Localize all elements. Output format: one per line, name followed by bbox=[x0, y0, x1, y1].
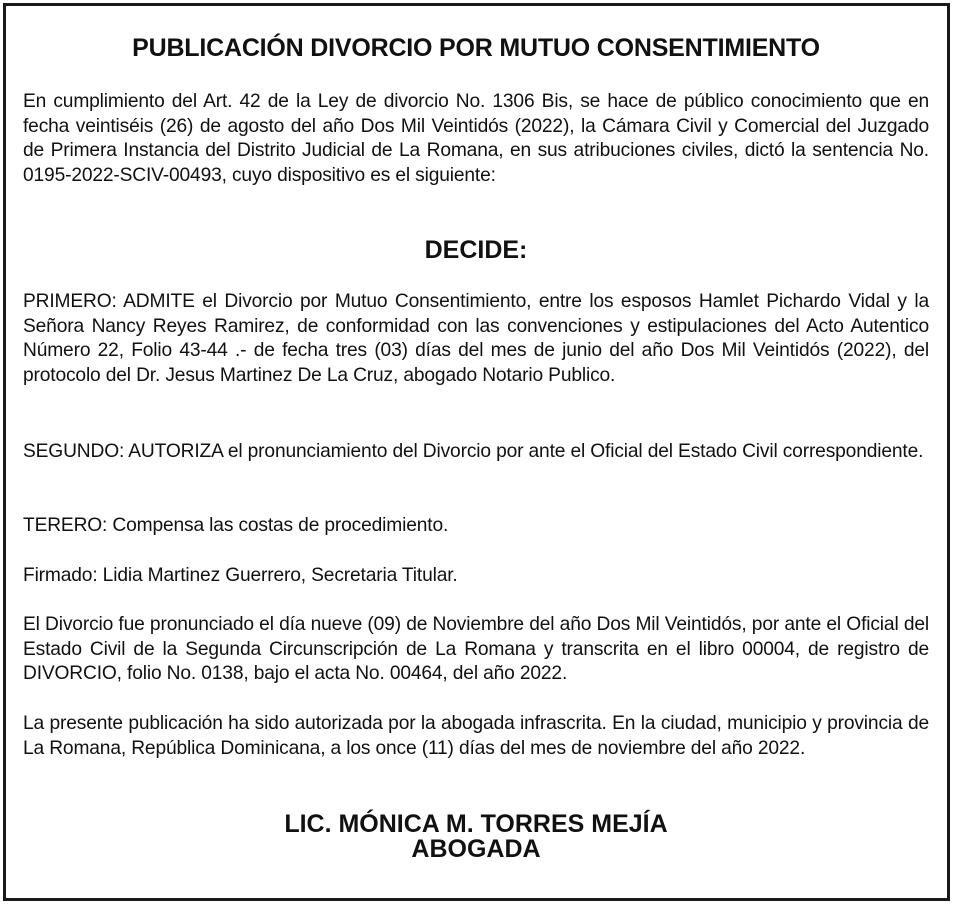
autorizacion-paragraph: La presente publicación ha sido autorizada por la abogada infrascrita. En la ciudad, municipio y provincia de La Romana, República Dominicana, a los once (11) días del mes de noviembre del año 2022. bbox=[23, 713, 929, 759]
notice-title: PUBLICACIÓN DIVORCIO POR MUTUO CONSENTIMIENTO bbox=[132, 34, 820, 62]
signer-title: ABOGADA bbox=[411, 835, 541, 863]
tercero-paragraph: TERERO: Compensa las costas de procedimiento. bbox=[23, 515, 449, 536]
intro-paragraph: En cumplimiento del Art. 42 de la Ley de divorcio No. 1306 Bis, se hace de público conocimiento que en fecha veintiséis (26) de agosto del año Dos Mil Veintidós (2022), la Cámara Civil y Comercial del Juzgado de Primera Instancia del Distrito Judicial de La Romana, en sus atribuciones civiles, dictó la sentencia No. 0195-2022-SCIV-00493, cuyo dispositivo es el siguiente: bbox=[23, 91, 929, 186]
signer-name: LIC. MÓNICA M. TORRES MEJÍA bbox=[284, 810, 668, 838]
primero-paragraph: PRIMERO: ADMITE el Divorcio por Mutuo Consentimiento, entre los esposos Hamlet Pichardo Vidal y la Señora Nancy Reyes Ramirez, de conformidad con las convenciones y estipulaciones del Acto Autentico Número 22, Folio 43-44 .- de fecha tres (03) días del mes de junio del año Dos Mil Veintidós (2022), del protocolo del Dr. Jesus Martinez De La Cruz, abogado Notario Publico. bbox=[23, 291, 929, 386]
notice-frame bbox=[3, 3, 950, 901]
decide-heading: DECIDE: bbox=[424, 236, 528, 264]
segundo-paragraph: SEGUNDO: AUTORIZA el pronunciamiento del Divorcio por ante el Oficial del Estado Civil correspondiente. bbox=[23, 441, 924, 462]
pronunciado-paragraph: El Divorcio fue pronunciado el día nueve (09) de Noviembre del año Dos Mil Veintidós, por ante el Oficial del Estado Civil de la Segunda Circunscripción de La Romana y transcrita en el libro 00004, de registro de DIVORCIO, folio No. 0138, bajo el acta No. 00464, del año 2022. bbox=[23, 614, 929, 685]
firmado-paragraph: Firmado: Lidia Martinez Guerrero, Secretaria Titular. bbox=[23, 565, 458, 586]
